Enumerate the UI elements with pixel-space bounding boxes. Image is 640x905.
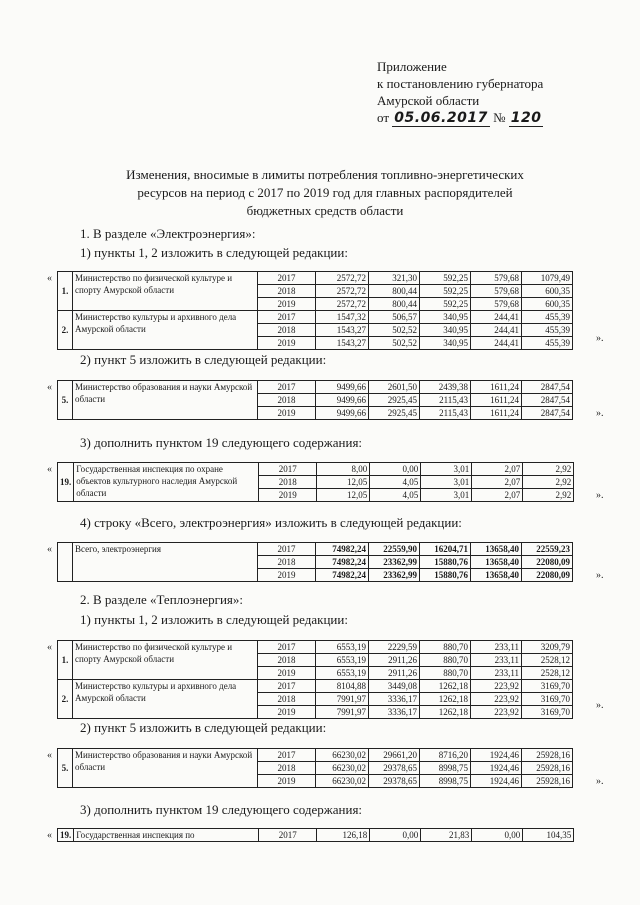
- value-cell: 3,01: [421, 489, 472, 502]
- value-cell: 15880,76: [420, 569, 471, 582]
- value-cell: 223,92: [471, 693, 522, 706]
- value-cell: 2572,72: [316, 285, 369, 298]
- table-s2-t2: [57, 748, 573, 788]
- value-cell: 233,11: [471, 667, 522, 680]
- value-cell: 8,00: [317, 463, 370, 476]
- section-1-heading: 1. В разделе «Электроэнергия»:: [80, 226, 256, 241]
- value-cell: 8716,20: [420, 749, 471, 762]
- value-cell: 66230,02: [316, 749, 369, 762]
- section-2-item-2: 2) пункт 5 изложить в следующей редакции:: [80, 720, 327, 735]
- value-cell: 2601,50: [369, 381, 420, 394]
- value-cell: 16204,71: [420, 543, 471, 556]
- value-cell: 12,05: [317, 489, 370, 502]
- value-cell: 25928,16: [522, 762, 573, 775]
- value-cell: 340,95: [420, 324, 471, 337]
- table-row: [58, 680, 573, 693]
- section-1-item-1: 1) пункты 1, 2 изложить в следующей редакции:: [80, 245, 348, 260]
- year-cell: 2017: [258, 749, 316, 762]
- year-cell: 2018: [258, 762, 316, 775]
- value-cell: 1079,49: [522, 272, 573, 285]
- value-cell: 8104,88: [316, 680, 369, 693]
- document-title: Изменения, вносимые в лимиты потребления топливно-энергетических ресурсов на период с 2017 по 2019 год для главных распорядителей бюджетных средств области: [126, 167, 524, 218]
- value-cell: 244,41: [471, 324, 522, 337]
- value-cell: 12,05: [317, 476, 370, 489]
- value-cell: 455,39: [522, 311, 573, 324]
- value-cell: 2925,45: [369, 407, 420, 420]
- year-cell: 2019: [258, 337, 316, 350]
- table-s1-t4: [57, 542, 573, 582]
- value-cell: 1262,18: [420, 693, 471, 706]
- value-cell: 2,92: [523, 489, 574, 502]
- value-cell: 223,92: [471, 706, 522, 719]
- value-cell: 15880,76: [420, 556, 471, 569]
- date-number-line: от 05.06.2017 № 120: [377, 110, 542, 126]
- value-cell: 7991,97: [316, 706, 369, 719]
- year-cell: 2018: [259, 476, 317, 489]
- handwritten-number: 120: [510, 110, 542, 126]
- value-cell: 2572,72: [316, 298, 369, 311]
- year-cell: 2017: [258, 272, 316, 285]
- organization-name: Министерство культуры и архивного дела Амурской области: [73, 311, 258, 350]
- quote-open: «: [47, 830, 52, 841]
- value-cell: 1924,46: [471, 762, 522, 775]
- value-cell: 6553,19: [316, 667, 369, 680]
- value-cell: 0,00: [370, 829, 421, 842]
- value-cell: 880,70: [420, 667, 471, 680]
- value-cell: 8998,75: [420, 762, 471, 775]
- table-s1-t1: [57, 271, 573, 350]
- value-cell: 340,95: [420, 337, 471, 350]
- value-cell: 1611,24: [471, 407, 522, 420]
- quote-open: «: [47, 382, 52, 393]
- item-number: [58, 543, 73, 582]
- year-cell: 2019: [258, 569, 316, 582]
- item-number: 2.: [58, 311, 73, 350]
- value-cell: 3209,79: [522, 641, 573, 654]
- quote-close: ».: [596, 333, 604, 344]
- value-cell: 2925,45: [369, 394, 420, 407]
- handwritten-date: 05.06.2017: [394, 110, 488, 126]
- value-cell: 1547,32: [316, 311, 369, 324]
- value-cell: 3,01: [421, 463, 472, 476]
- value-cell: 3336,17: [369, 706, 420, 719]
- value-cell: 4,05: [370, 489, 421, 502]
- value-cell: 1924,46: [471, 749, 522, 762]
- value-cell: 8998,75: [420, 775, 471, 788]
- value-cell: 9499,66: [316, 407, 369, 420]
- value-cell: 223,92: [471, 680, 522, 693]
- value-cell: 2,07: [472, 489, 523, 502]
- value-cell: 1543,27: [316, 324, 369, 337]
- value-cell: 2847,54: [522, 381, 573, 394]
- value-cell: 2,92: [523, 476, 574, 489]
- value-cell: 1543,27: [316, 337, 369, 350]
- value-cell: 3169,70: [522, 680, 573, 693]
- value-cell: 600,35: [522, 298, 573, 311]
- value-cell: 3,01: [421, 476, 472, 489]
- year-cell: 2018: [258, 693, 316, 706]
- value-cell: 579,68: [471, 285, 522, 298]
- value-cell: 2911,26: [369, 667, 420, 680]
- quote-close: ».: [596, 570, 604, 581]
- value-cell: 2847,54: [522, 407, 573, 420]
- value-cell: 13658,40: [471, 556, 522, 569]
- organization-name: Министерство по физической культуре и спорту Амурской области: [73, 272, 258, 311]
- table-row: [58, 381, 573, 394]
- value-cell: 579,68: [471, 298, 522, 311]
- table-row: [58, 749, 573, 762]
- value-cell: 455,39: [522, 337, 573, 350]
- value-cell: 0,00: [472, 829, 523, 842]
- value-cell: 74982,24: [316, 556, 369, 569]
- year-cell: 2019: [259, 489, 317, 502]
- value-cell: 579,68: [471, 272, 522, 285]
- section-2-item-1: 1) пункты 1, 2 изложить в следующей редакции:: [80, 612, 348, 627]
- value-cell: 880,70: [420, 641, 471, 654]
- value-cell: 244,41: [471, 311, 522, 324]
- item-number: 19.: [58, 829, 74, 842]
- organization-name: Всего, электроэнергия: [73, 543, 258, 582]
- item-number: 1.: [58, 272, 73, 311]
- section-1-item-3: 3) дополнить пунктом 19 следующего содержания:: [80, 435, 363, 450]
- value-cell: 2229,59: [369, 641, 420, 654]
- value-cell: 104,35: [523, 829, 574, 842]
- year-cell: 2018: [258, 556, 316, 569]
- item-number: 1.: [58, 641, 73, 680]
- value-cell: 2,07: [472, 463, 523, 476]
- value-cell: 321,30: [369, 272, 420, 285]
- value-cell: 3169,70: [522, 706, 573, 719]
- year-cell: 2017: [258, 641, 316, 654]
- region-name: Амурской области: [377, 93, 480, 108]
- year-cell: 2019: [258, 667, 316, 680]
- section-1-item-4: 4) строку «Всего, электроэнергия» изложить в следующей редакции:: [80, 515, 462, 530]
- item-number: 5.: [58, 381, 73, 420]
- year-cell: 2018: [258, 285, 316, 298]
- value-cell: 2847,54: [522, 394, 573, 407]
- value-cell: 3169,70: [522, 693, 573, 706]
- value-cell: 13658,40: [471, 543, 522, 556]
- value-cell: 29378,65: [369, 762, 420, 775]
- table-s1-t2: [57, 380, 573, 420]
- year-cell: 2018: [258, 324, 316, 337]
- value-cell: 22559,90: [369, 543, 420, 556]
- section-2-item-3: 3) дополнить пунктом 19 следующего содержания:: [80, 802, 363, 817]
- value-cell: 2528,12: [522, 667, 573, 680]
- value-cell: 4,05: [370, 476, 421, 489]
- value-cell: 74982,24: [316, 543, 369, 556]
- item-number: 2.: [58, 680, 73, 719]
- quote-open: «: [47, 642, 52, 653]
- appendix-header: [377, 58, 543, 127]
- value-cell: 592,25: [420, 285, 471, 298]
- value-cell: 22080,09: [522, 556, 573, 569]
- value-cell: 455,39: [522, 324, 573, 337]
- quote-close: ».: [596, 490, 604, 501]
- table-row: [58, 463, 574, 476]
- section-2-heading: 2. В разделе «Теплоэнергия»:: [80, 592, 243, 607]
- value-cell: 9499,66: [316, 381, 369, 394]
- value-cell: 6553,19: [316, 654, 369, 667]
- resolution-reference: к постановлению губернатора: [377, 76, 544, 91]
- quote-open: «: [47, 750, 52, 761]
- value-cell: 1924,46: [471, 775, 522, 788]
- organization-name: Министерство по физической культуре и спорту Амурской области: [73, 641, 258, 680]
- value-cell: 2528,12: [522, 654, 573, 667]
- value-cell: 13658,40: [471, 569, 522, 582]
- value-cell: 233,11: [471, 641, 522, 654]
- organization-name: Министерство образования и науки Амурской области: [73, 381, 258, 420]
- item-number: 5.: [58, 749, 73, 788]
- value-cell: 22559,23: [522, 543, 573, 556]
- value-cell: 2911,26: [369, 654, 420, 667]
- year-cell: 2018: [258, 394, 316, 407]
- quote-close: ».: [596, 700, 604, 711]
- year-cell: 2017: [258, 680, 316, 693]
- value-cell: 25928,16: [522, 749, 573, 762]
- value-cell: 2115,43: [420, 394, 471, 407]
- quote-close: ».: [596, 408, 604, 419]
- value-cell: 29661,20: [369, 749, 420, 762]
- year-cell: 2017: [259, 463, 317, 476]
- value-cell: 0,00: [370, 463, 421, 476]
- value-cell: 25928,16: [522, 775, 573, 788]
- value-cell: 3336,17: [369, 693, 420, 706]
- table-s2-t1: [57, 640, 573, 719]
- value-cell: 126,18: [317, 829, 370, 842]
- value-cell: 233,11: [471, 654, 522, 667]
- year-cell: 2019: [258, 407, 316, 420]
- value-cell: 9499,66: [316, 394, 369, 407]
- value-cell: 1262,18: [420, 706, 471, 719]
- value-cell: 880,70: [420, 654, 471, 667]
- value-cell: 74982,24: [316, 569, 369, 582]
- value-cell: 800,44: [369, 298, 420, 311]
- year-cell: 2017: [259, 829, 317, 842]
- value-cell: 3449,08: [369, 680, 420, 693]
- quote-open: «: [47, 273, 52, 284]
- year-cell: 2017: [258, 311, 316, 324]
- table-row: [58, 543, 573, 556]
- value-cell: 2,07: [472, 476, 523, 489]
- section-1-item-2: 2) пункт 5 изложить в следующей редакции:: [80, 352, 327, 367]
- value-cell: 502,52: [369, 324, 420, 337]
- quote-close: ».: [596, 776, 604, 787]
- value-cell: 502,52: [369, 337, 420, 350]
- table-row: [58, 641, 573, 654]
- value-cell: 23362,99: [369, 569, 420, 582]
- table-row: [58, 272, 573, 285]
- value-cell: 592,25: [420, 298, 471, 311]
- value-cell: 66230,02: [316, 775, 369, 788]
- year-cell: 2019: [258, 775, 316, 788]
- value-cell: 2115,43: [420, 407, 471, 420]
- table-s1-t3: [57, 462, 574, 502]
- appendix-label: Приложение: [377, 59, 447, 74]
- value-cell: 66230,02: [316, 762, 369, 775]
- value-cell: 800,44: [369, 285, 420, 298]
- table-s2-t3: [57, 828, 574, 842]
- organization-name: Министерство образования и науки Амурской области: [73, 749, 258, 788]
- value-cell: 244,41: [471, 337, 522, 350]
- value-cell: 340,95: [420, 311, 471, 324]
- value-cell: 600,35: [522, 285, 573, 298]
- table-row: [58, 311, 573, 324]
- organization-name: Министерство культуры и архивного дела Амурской области: [73, 680, 258, 719]
- value-cell: 2572,72: [316, 272, 369, 285]
- value-cell: 506,57: [369, 311, 420, 324]
- value-cell: 21,83: [421, 829, 472, 842]
- item-number: 19.: [58, 463, 74, 502]
- year-cell: 2018: [258, 654, 316, 667]
- value-cell: 592,25: [420, 272, 471, 285]
- value-cell: 6553,19: [316, 641, 369, 654]
- table-row: [58, 829, 574, 842]
- year-cell: 2017: [258, 543, 316, 556]
- value-cell: 29378,65: [369, 775, 420, 788]
- organization-name: Государственная инспекция по: [74, 829, 259, 842]
- value-cell: 1611,24: [471, 381, 522, 394]
- quote-open: «: [47, 464, 52, 475]
- value-cell: 22080,09: [522, 569, 573, 582]
- year-cell: 2019: [258, 298, 316, 311]
- value-cell: 1262,18: [420, 680, 471, 693]
- value-cell: 23362,99: [369, 556, 420, 569]
- value-cell: 2439,38: [420, 381, 471, 394]
- value-cell: 2,92: [523, 463, 574, 476]
- year-cell: 2017: [258, 381, 316, 394]
- value-cell: 7991,97: [316, 693, 369, 706]
- organization-name: Государственная инспекция по охране объектов культурного наследия Амурской области: [74, 463, 259, 502]
- value-cell: 1611,24: [471, 394, 522, 407]
- year-cell: 2019: [258, 706, 316, 719]
- quote-open: «: [47, 544, 52, 555]
